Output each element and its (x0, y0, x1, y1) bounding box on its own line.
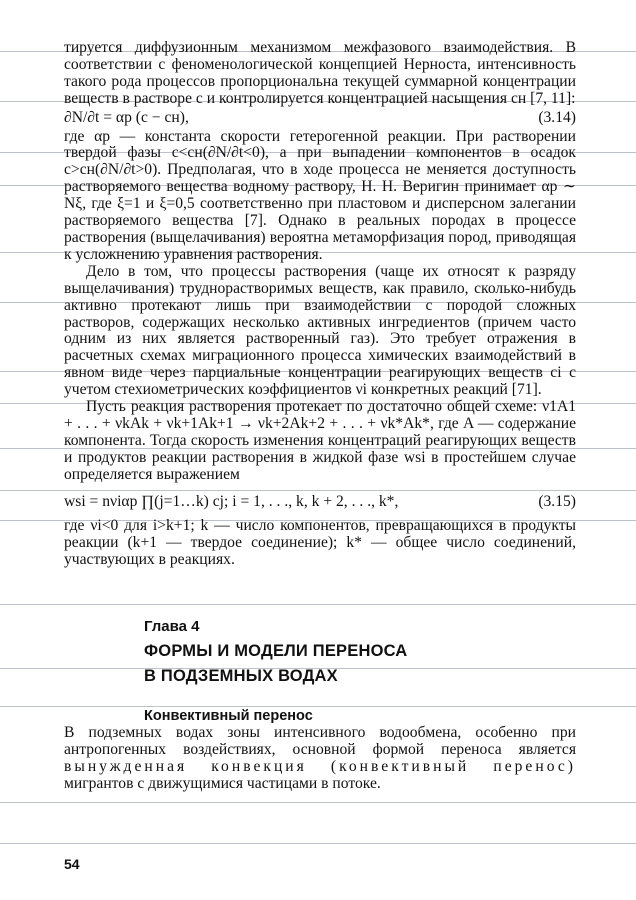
paragraph-6 (64, 725, 576, 793)
page-text (64, 40, 576, 793)
chapter-title-line-2: В ПОДЗЕМНЫХ ВОДАХ (144, 667, 338, 686)
paragraph-6-part-1: В подземных водах зоны интенсивного водообмена, особенно при антропогенных воздействиях, основной формой переноса является (64, 724, 576, 759)
paragraph-1: тируется диффузионным механизмом межфазового взаимодействия. В соответствии с феноменологической концепцией Нерноста, интенсивность такого рода процессов пропорциональна текущей суммарной концентрации веществ в растворе c и контролируется концентрацией насыщения cн [7, 11]: (64, 39, 576, 107)
paragraph-2: где αр — константа скорости гетерогенной реакции. При растворении твердой фазы c<cн(∂N/∂t<0), а при выпадении компонентов в осадок c>cн(∂N/∂t>0). Предполагая, что в ходе процесса не меняется доступность растворяемого вещества водному раствору, Н. Н. Веригин принимает αр ∼ Nξ, где ξ=1 и ξ=0,5 соответственно при пластовом и дисперсном залегании растворяемого вещества [7]. Однако в реальных породах в процессе растворения (выщелачивания) вероятна метаморфизация пород, приводящая к усложнению уравнения растворения. (64, 127, 576, 263)
paragraph-5: где νi<0 для i>k+1; k — число компонентов, превращающихся в продукты реакции (k+1 — твердое соединение); k* — общее число соединений, участвующих в реакциях. (64, 517, 576, 569)
chapter-heading (64, 617, 576, 687)
chapter-title-line-1: ФОРМЫ И МОДЕЛИ ПЕРЕНОСА (144, 642, 408, 661)
equation-number: (3.14) (538, 108, 576, 126)
section-title: Конвективный перенос (144, 708, 313, 725)
chapter-number: Глава 4 (144, 618, 200, 636)
equation-3-14 (64, 110, 576, 127)
page-number: 54 (64, 856, 80, 872)
equation-expression: ∂N/∂t = αр (c − cн), (64, 108, 189, 126)
paragraph-3: Дело в том, что процессы растворения (чаще их относят к разряду выщелачивания) труднорастворимых веществ, как правило, сколько-нибудь активно протекают лишь при взаимодействии с породой сложных растворов, содержащих несколько активных ингредиентов (причем часто одним из них является растворенный газ). Это требует отражения в расчетных схемах миграционного процесса химических взаимодействий в явном виде через парциальные концентрации реагирующих веществ ci с учетом стехиометрических коэффициентов νi конкретных реакций [71]. (64, 262, 576, 399)
paragraph-6-spaced-term: вынужденная конвекция (конвективный перенос) (64, 758, 576, 775)
equation-3-15 (64, 494, 576, 511)
equation-expression: wsi = nνiαр ∏(j=1…k) cj; i = 1, . . ., k, k + 2, . . ., k*, (64, 492, 399, 510)
equation-number: (3.15) (538, 492, 576, 510)
paragraph-4: Пусть реакция растворения протекает по достаточно общей схеме: ν1A1 + . . . + νkAk + νk+1Ak+1 → νk+2Ak+2 + . . . + νk*Ak*, где A — содержание компонента. Тогда скорость изменения концентраций реагирующих веществ и продуктов реакции растворения в жидкой фазе wsi в простейшем случае определяется выражением (64, 398, 576, 483)
paragraph-6-part-2: мигрантов с движущимися частицами в потоке. (64, 774, 381, 792)
